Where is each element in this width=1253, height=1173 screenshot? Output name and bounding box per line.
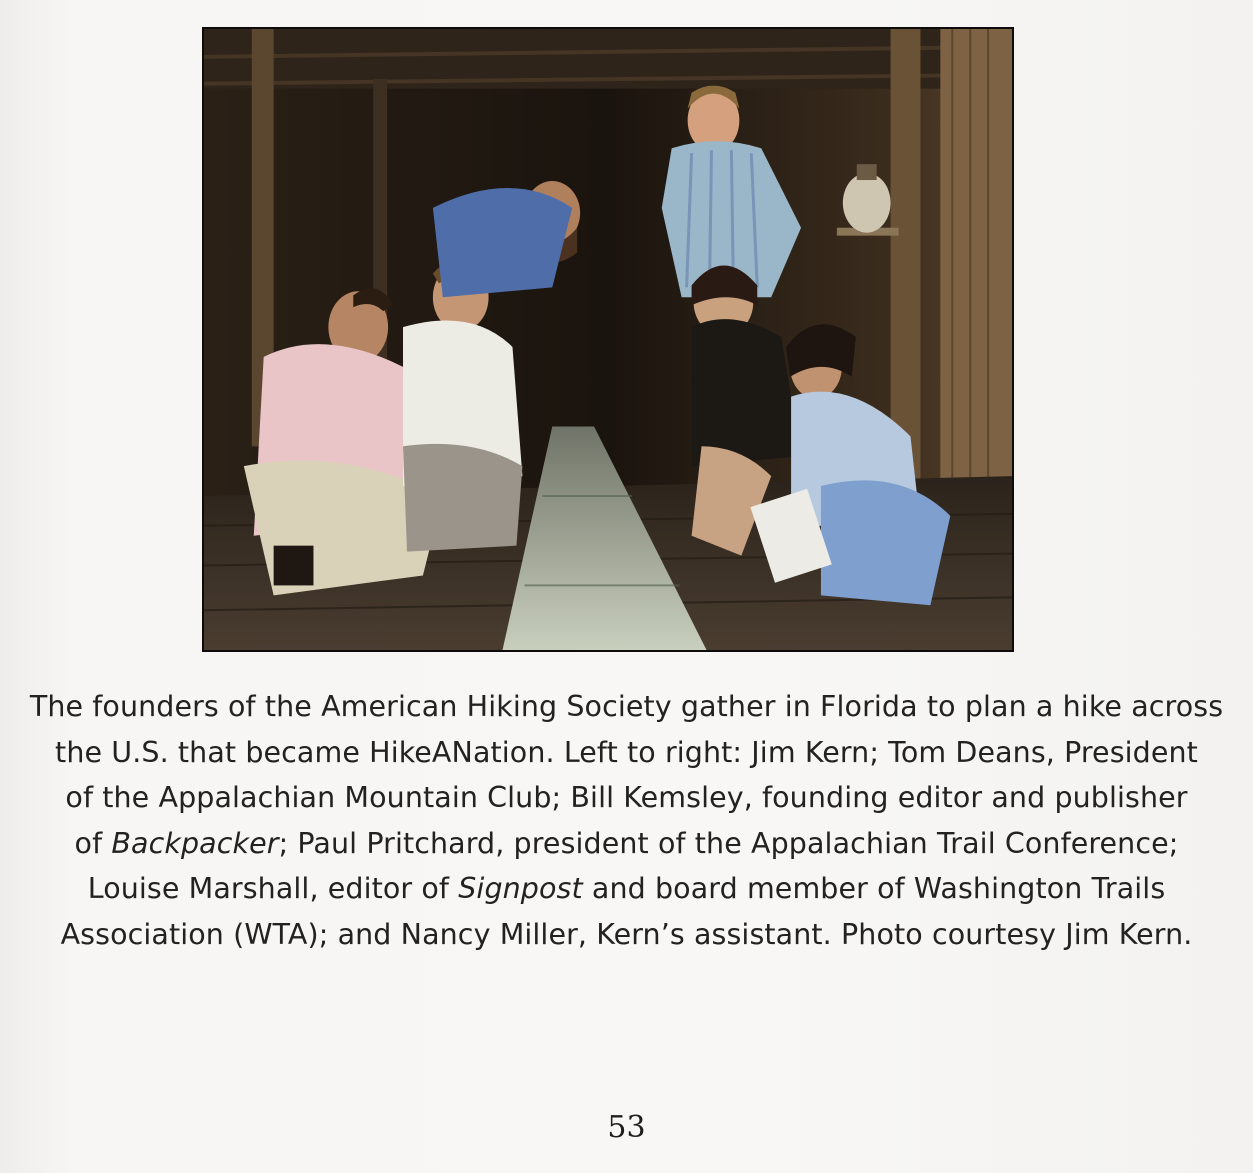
caption-line-1 — [0, 684, 1253, 730]
caption-segment: and board member of Washington Trails — [582, 872, 1166, 906]
magazine-title-signpost: Signpost — [458, 872, 583, 906]
caption-line-5 — [0, 866, 1253, 912]
caption-line-2 — [0, 730, 1253, 776]
caption-line-6 — [0, 912, 1253, 958]
caption-segment: Louise Marshall, editor of — [87, 872, 459, 906]
caption-line-3 — [0, 775, 1253, 821]
caption-segment: The founders of the American Hiking Society gather in Florida to plan a hike across — [29, 690, 1224, 723]
caption-segment: of the Appalachian Mountain Club; Bill Kemsley, founding editor and publisher — [65, 781, 1188, 815]
photo-caption — [0, 684, 1253, 958]
founders-photo — [202, 27, 1014, 652]
magazine-title-backpacker: Backpacker — [111, 826, 279, 860]
caption-segment: ; Paul Pritchard, president of the Appalachian Trail Conference; — [278, 826, 1179, 860]
caption-segment: Association (WTA); and Nancy Miller, Kern’s assistant. Photo courtesy Jim Kern. — [60, 917, 1193, 951]
caption-segment: the U.S. that became HikeANation. Left to right: Jim Kern; Tom Deans, President — [55, 735, 1198, 769]
caption-segment: of — [74, 826, 112, 860]
caption-line-4 — [0, 821, 1253, 867]
page-number: 53 — [607, 1110, 646, 1145]
photo-illustration — [204, 29, 1012, 650]
